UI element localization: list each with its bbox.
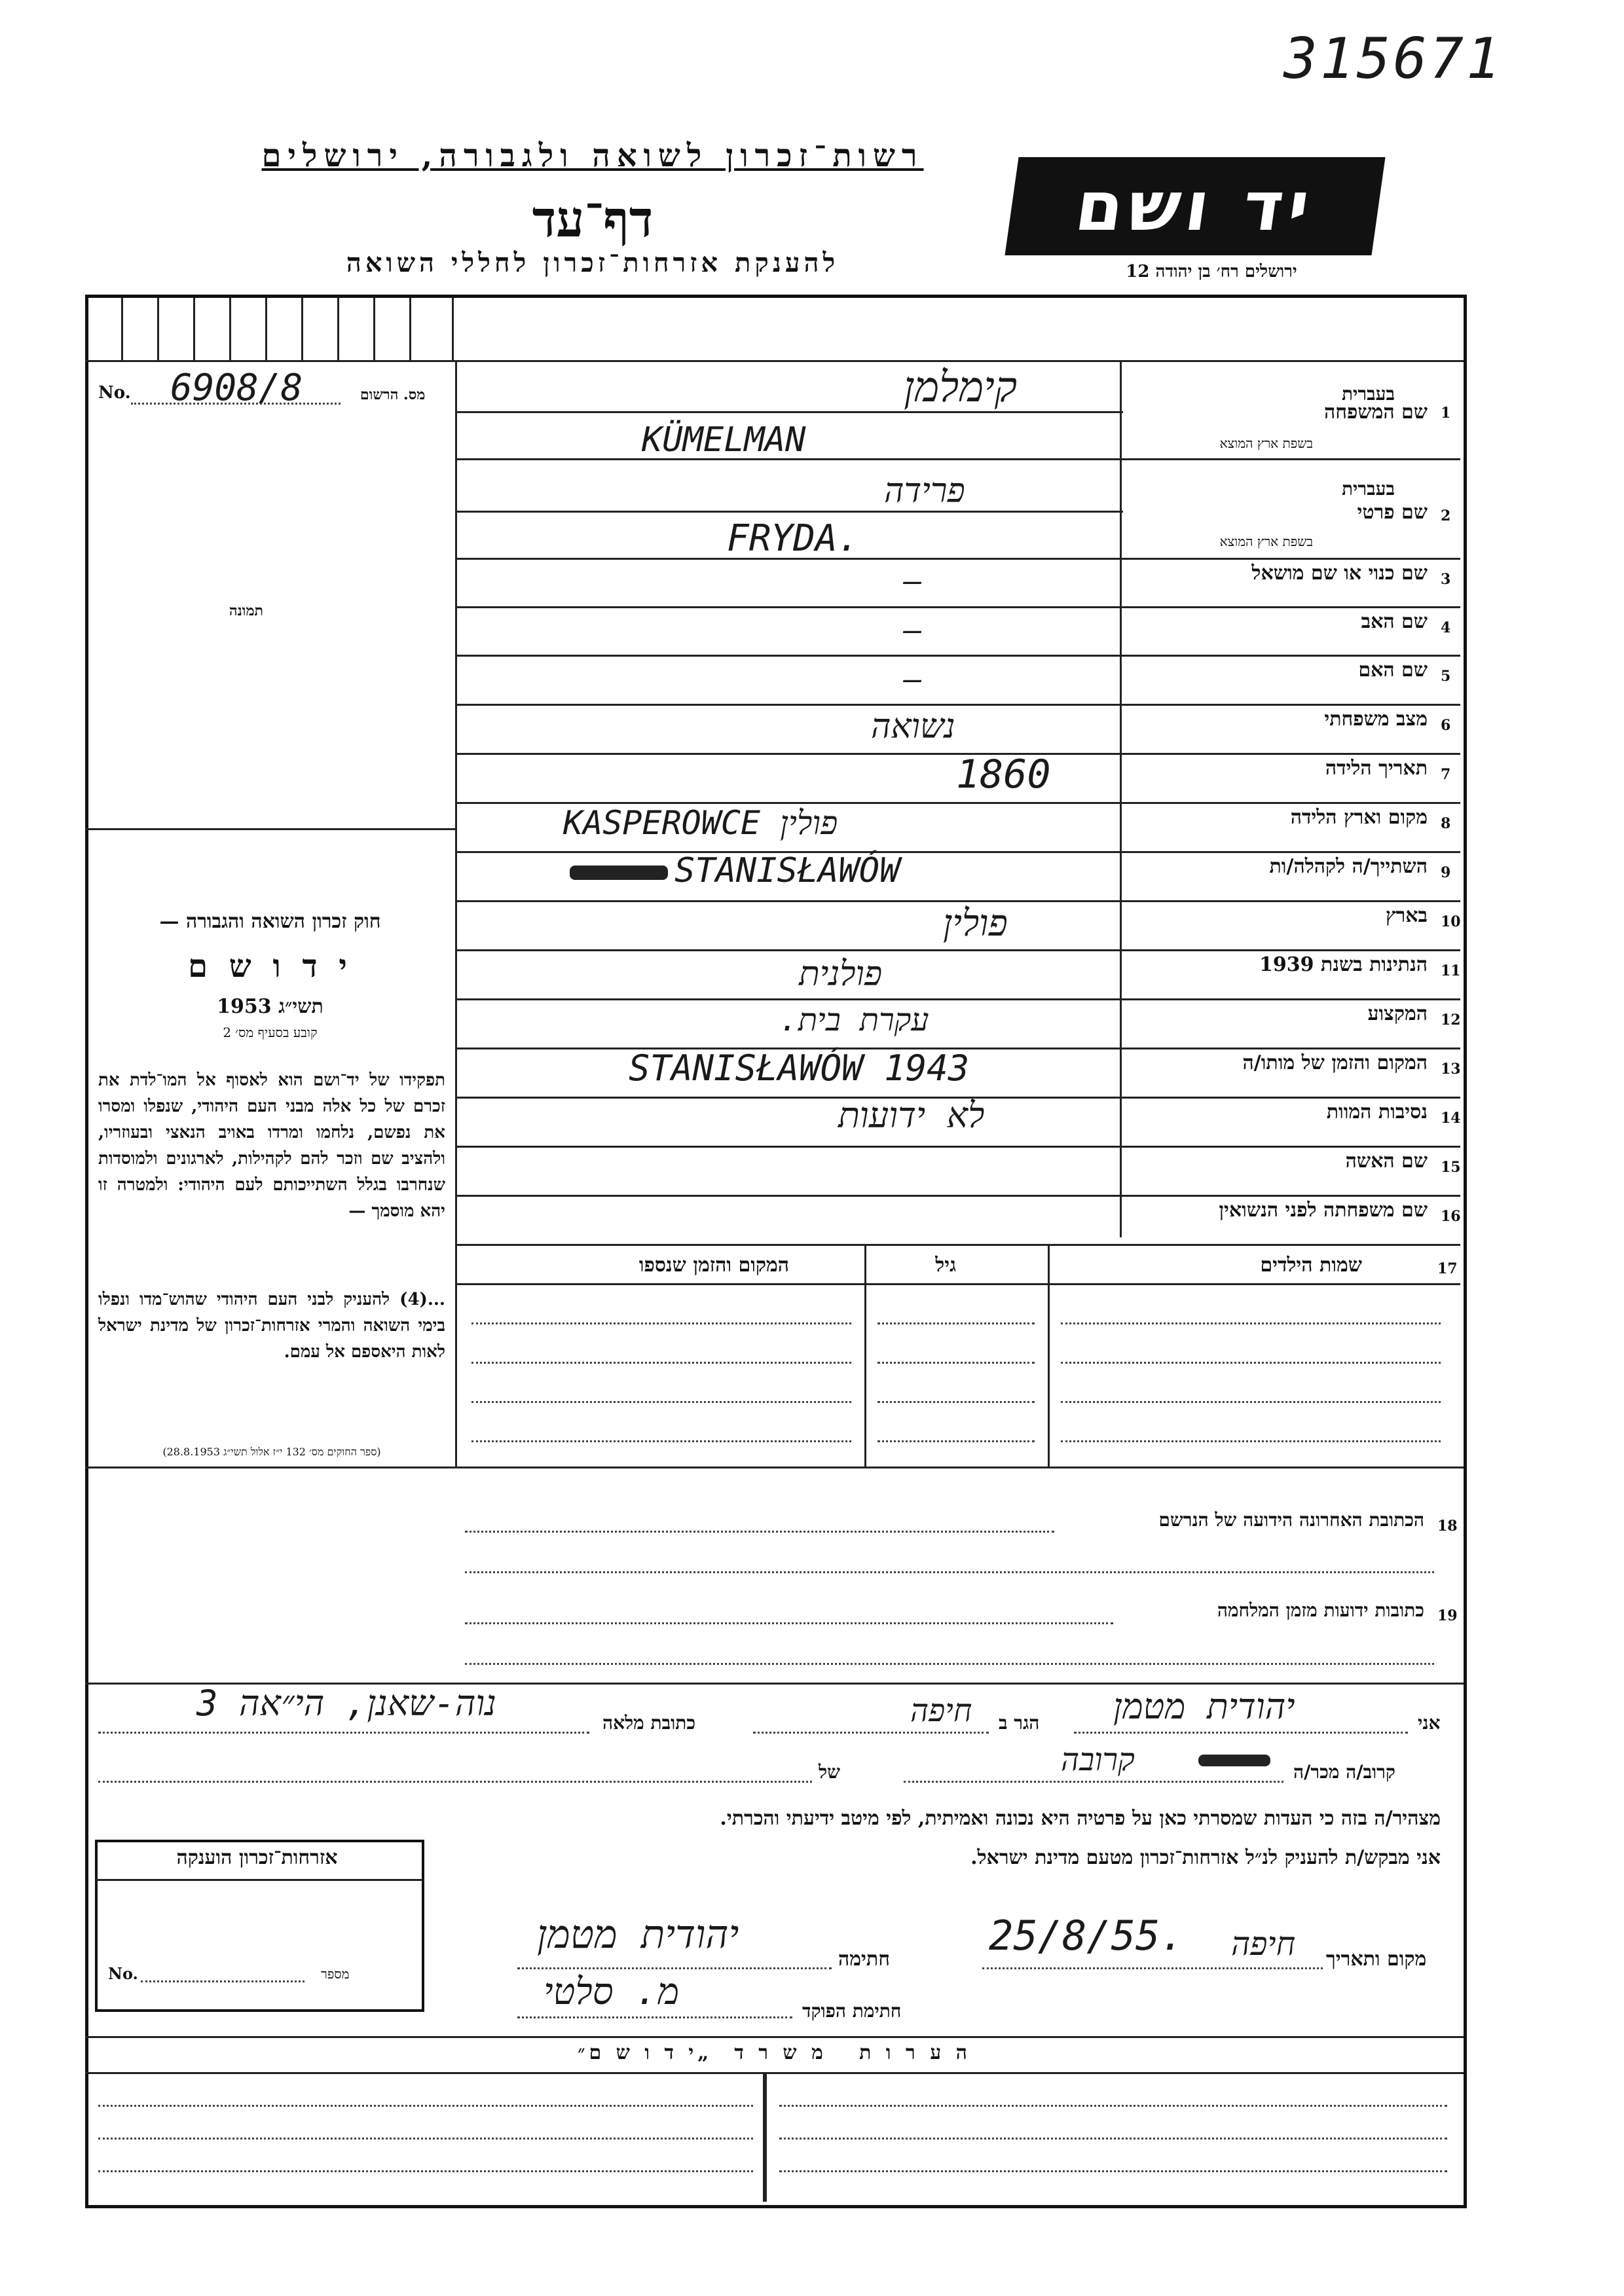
- field-4-value[interactable]: —: [904, 612, 922, 647]
- authority-title: רשות־זכרון לשואה ולגבורה, ירושלים: [261, 137, 924, 174]
- field-12-label: המקצוע: [1367, 1002, 1428, 1025]
- field-2-value-top[interactable]: פרידה: [884, 471, 965, 511]
- office-notes-title: ה ע ר ו ת מ ש ר ד „י ד ו ש ם״: [578, 2041, 971, 2064]
- notes-divider: [763, 2072, 767, 2202]
- field-11-label: הנתינות בשנת 1939: [1259, 953, 1428, 976]
- field-3-label: שם כנוי או שם מושאל: [1251, 562, 1428, 585]
- strikeout-scribble: [570, 866, 668, 880]
- archive-number: 315671: [1283, 26, 1503, 92]
- field-7-value[interactable]: 1860: [956, 752, 1051, 797]
- field-14-value[interactable]: לא ידועות: [838, 1095, 985, 1136]
- children-header-place: המקום והזמן שנספו: [638, 1254, 789, 1277]
- address: ירושלים רח׳ בן יהודה 12: [1126, 262, 1297, 282]
- law-text-1: תפקידו של יד־ושם הוא לאסוף אל המו־לדת את זכרם של כל אלה מבני העם היהודי, שנפלו ומסרו את נפשם, נלחמו ומרדו באויב הנאצי ובעוזריו, ולהציב שם וזכר להם לקהילות, לארגונים ולמוסדות שנחרבו בגלל השתייכותם לעם היהודי: ולמטרה זו יהא מוסמך —: [98, 1070, 445, 1221]
- children-header-age: גיל: [935, 1254, 956, 1277]
- decl-address-label: כתובת מלאה: [602, 1712, 696, 1734]
- field-2-sub-bottom: בשפת ארץ המוצא: [1219, 534, 1313, 549]
- field-14-label: נסיבות המוות: [1326, 1101, 1428, 1123]
- decl-officer-label: חתימת הפוקד: [802, 2000, 902, 2022]
- field-18-label: הכתובת האחרונה הידועה של הנרשם: [1158, 1509, 1424, 1531]
- field-15-label: שם האשה: [1345, 1150, 1428, 1173]
- decl-place-value[interactable]: חיפה: [1231, 1925, 1296, 1963]
- field-2-value-bottom[interactable]: FRYDA.: [727, 517, 860, 560]
- registration-he-label: מס. הרשום: [360, 386, 426, 403]
- field-12-value[interactable]: עקרת בית.: [779, 1002, 929, 1038]
- field-5-label: שם האם: [1358, 659, 1428, 682]
- decl-address-value[interactable]: נוה-שאנן, הי״אה 3: [196, 1683, 496, 1724]
- decl-signature-label: חתימה: [838, 1948, 890, 1971]
- cert-box-he-no: מספר: [321, 1966, 350, 1982]
- field-19-label: כתובות ידועות מזמן המלחמה: [1217, 1599, 1424, 1621]
- field-1-value-bottom[interactable]: KÜMELMAN: [642, 420, 806, 460]
- field-1-value-top[interactable]: קימלמן: [904, 363, 1018, 412]
- form-subtitle: להענקת אזרחות־זכרון לחללי השואה: [346, 247, 840, 278]
- photo-label: תמונה: [229, 602, 263, 619]
- decl-statement-2: אני מבקש/ת להעניק לנ״ל אזרחות־זכרון מטעם מדינת ישראל.: [970, 1846, 1441, 1869]
- cert-box-title: אזרחות־זכרון הוענקה: [176, 1846, 338, 1869]
- decl-relative-value[interactable]: קרובה: [1061, 1741, 1135, 1778]
- decl-residing: הגר ב: [999, 1712, 1040, 1734]
- decl-place-date-label: מקום ותאריך: [1326, 1948, 1427, 1971]
- left-column-divider: [455, 360, 457, 1467]
- field-2-label: שם פרטי: [1357, 501, 1428, 524]
- decl-officer-value[interactable]: מ. סלטי: [544, 1971, 680, 2013]
- decl-ani-value[interactable]: יהודית מטמן: [1113, 1686, 1295, 1727]
- form-title: דף־עד: [532, 190, 654, 248]
- law-section: קובע בסעיף מס׳ 2: [223, 1025, 318, 1040]
- decl-signature-value[interactable]: יהודית מטמן: [537, 1912, 739, 1958]
- field-9-value[interactable]: STANISŁAWÓW: [674, 851, 900, 890]
- field-16-label: שם משפחתה לפני הנשואין: [1219, 1199, 1428, 1222]
- decl-of-label: של: [819, 1761, 840, 1783]
- field-17-number: 17: [1437, 1260, 1458, 1277]
- field-7-label: תאריך הלידה: [1325, 757, 1428, 780]
- field-8-value[interactable]: KASPEROWCE פולין: [563, 804, 838, 842]
- law-reference: (ספר החוקים מס׳ 132 י״ז אלול תשי״ג 28.8.1953): [162, 1446, 381, 1458]
- field-2-sub-top: בעברית: [1341, 478, 1395, 500]
- label-column-divider: [1120, 360, 1122, 1237]
- law-year: תשי״ג 1953: [217, 995, 323, 1018]
- field-10-label: בארץ: [1385, 904, 1428, 927]
- field-13-value[interactable]: STANISŁAWÓW 1943: [629, 1048, 970, 1089]
- cert-box-no-label: No.: [108, 1964, 138, 1983]
- decl-date-value[interactable]: 25/8/55.: [989, 1912, 1185, 1959]
- field-3-value[interactable]: —: [904, 563, 922, 598]
- children-header-names: שמות הילדים: [1260, 1254, 1362, 1277]
- field-1-sub-bottom: בשפת ארץ המוצא: [1219, 435, 1313, 451]
- law-name: י ד ו ש ם: [188, 948, 352, 985]
- decl-ani: אני: [1418, 1712, 1441, 1734]
- field-6-label: מצב משפחתי: [1324, 708, 1428, 731]
- law-title: חוק זכרון השואה והגבורה —: [159, 910, 381, 933]
- field-8-label: מקום וארץ הלידה: [1290, 806, 1428, 829]
- decl-statement-1: מצהיר/ה בזה כי העדות שמסרתי כאן על פרטיה היא נכונה ואמיתית, לפי מיטב ידיעתי והכרתי.: [720, 1807, 1441, 1830]
- field-9-label: השתייך/ה לקהלה/ות: [1269, 855, 1428, 878]
- field-11-value[interactable]: פולנית: [799, 955, 883, 994]
- field-1-label: שם המשפחה: [1323, 401, 1428, 424]
- decl-city-value[interactable]: חיפה: [910, 1692, 972, 1729]
- registration-no-value: 6908/8: [170, 367, 303, 409]
- law-text-2: ...(4) להעניק לבני העם היהודי שהוש־מדו ונפלו בימי השואה והמרי אזרחות־זכרון של מדינת ישראל לאות היאספם אל עמם.: [98, 1290, 445, 1362]
- field-5-value[interactable]: —: [904, 661, 922, 697]
- yad-vashem-logo: [1005, 157, 1385, 255]
- field-10-value[interactable]: פולין: [943, 902, 1008, 945]
- field-1-sub-top: בעברית: [1341, 383, 1395, 405]
- field-6-value[interactable]: נשואה: [871, 707, 955, 746]
- decl-relative-strikeout: [1198, 1755, 1270, 1766]
- decl-relative-label: קרוב/ה מכר/ה: [1293, 1761, 1395, 1783]
- field-13-label: המקום והזמן של מותו/ה: [1242, 1051, 1428, 1074]
- field-4-label: שם האב: [1361, 610, 1428, 633]
- registration-no-label: No.: [98, 383, 131, 403]
- logo-text: יד ושם: [1070, 166, 1320, 246]
